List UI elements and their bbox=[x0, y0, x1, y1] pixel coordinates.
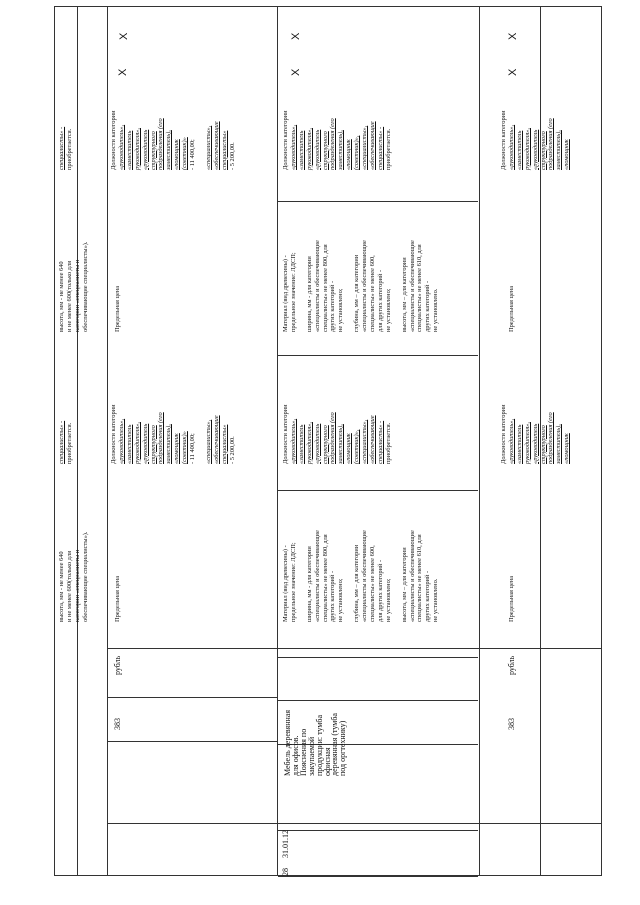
text-line: Х bbox=[507, 32, 519, 40]
table-rule bbox=[479, 6, 480, 876]
okpd-code-text: 31.01.12 bbox=[281, 830, 290, 858]
text-line: глубина, мм – для категории bbox=[353, 544, 361, 622]
text-line: «специалисты», bbox=[204, 125, 212, 170]
text-line: «руководитель bbox=[141, 423, 149, 464]
unit-name bbox=[114, 656, 122, 675]
table-rule bbox=[278, 657, 478, 658]
text-line: категории «специалисты и bbox=[73, 259, 81, 332]
characteristics bbox=[282, 530, 440, 622]
table-rule bbox=[77, 6, 78, 876]
text-line: других категорий - bbox=[329, 280, 337, 332]
text-line: ширина, мм - для категории bbox=[305, 546, 313, 622]
product-name-line: для офисов. bbox=[290, 735, 300, 776]
text-line: Предельная цена bbox=[508, 575, 515, 622]
height-requirement bbox=[58, 531, 90, 622]
text-line: высота, мм – для категории bbox=[400, 257, 408, 332]
text-line: подразделения (его bbox=[329, 412, 337, 464]
text-line: «помощник bbox=[563, 139, 571, 170]
text-line: Х bbox=[290, 68, 302, 76]
positions-list-right bbox=[500, 111, 571, 171]
text-line: заместитель), bbox=[165, 130, 173, 170]
positions-list-right bbox=[110, 111, 237, 171]
x-mark bbox=[508, 33, 519, 40]
text-line: структурного bbox=[321, 131, 329, 170]
x-mark bbox=[291, 33, 302, 40]
text-line: специалисты» не менее 610, для bbox=[416, 244, 424, 332]
text-line: подразделения (его bbox=[329, 118, 337, 170]
text-line: «специалисты», bbox=[204, 419, 212, 464]
text-line: предельное значение: ЛДСП; bbox=[289, 542, 297, 622]
unit-name-text: рубль bbox=[507, 655, 516, 675]
text-line: не установлено; bbox=[384, 288, 392, 332]
text-line: Х bbox=[290, 32, 302, 40]
text-line: «руководитель», bbox=[289, 418, 297, 464]
text-line: специалисты» не менее 610, для bbox=[416, 534, 424, 622]
spacer bbox=[345, 240, 353, 332]
characteristics-right bbox=[282, 240, 440, 332]
x-mark bbox=[119, 33, 130, 40]
price-label bbox=[114, 576, 122, 622]
text-line: «помощник bbox=[173, 433, 181, 464]
text-line: «заместитель bbox=[297, 424, 305, 464]
text-line: Материал (вид древесины) - bbox=[282, 545, 289, 622]
text-line: Должности категории bbox=[110, 404, 117, 464]
text-line: подразделения (его bbox=[547, 412, 555, 464]
height-requirement-right bbox=[58, 241, 90, 332]
text-line: «специалисты и обеспечивающие bbox=[313, 530, 321, 622]
text-line: и не менее 600(только для bbox=[65, 550, 73, 622]
text-line: структурного bbox=[149, 131, 157, 170]
text-line: «обеспечивающие bbox=[212, 415, 220, 464]
positions-list bbox=[282, 405, 393, 465]
text-line: «помощник bbox=[345, 433, 353, 464]
price-label-right bbox=[508, 286, 516, 332]
text-line: (советник)» bbox=[181, 431, 189, 464]
text-line: Предельная цена bbox=[114, 285, 121, 332]
okei-code bbox=[114, 718, 122, 730]
table-rule bbox=[54, 6, 602, 7]
text-line: обеспечивающие специалисты»). bbox=[81, 241, 89, 332]
text-line: Х bbox=[118, 32, 130, 40]
okei-code-text: 383 bbox=[507, 718, 516, 730]
text-line bbox=[197, 405, 205, 465]
text-line: специалисты» не менее 800, для bbox=[321, 244, 329, 332]
text-line: ширина, мм - для категории bbox=[305, 256, 313, 332]
text-line bbox=[197, 111, 205, 171]
text-line: (советник)» bbox=[181, 137, 189, 170]
text-line: не установлено. bbox=[432, 578, 440, 622]
text-line: не установлено. bbox=[432, 288, 440, 332]
text-line: других категорий - bbox=[424, 570, 432, 622]
positions-list-right bbox=[282, 111, 393, 171]
text-line: не установлено; bbox=[384, 578, 392, 622]
x-mark bbox=[508, 69, 519, 76]
text-line: Должности категории bbox=[110, 110, 117, 170]
text-line: «руководитель bbox=[531, 423, 539, 464]
table-rule bbox=[107, 741, 277, 742]
text-line: структурного bbox=[539, 425, 547, 464]
text-line: «специалисты и обеспечивающие bbox=[361, 240, 369, 332]
spacer bbox=[298, 240, 306, 332]
text-line: «руководитель», bbox=[289, 124, 297, 170]
x-mark bbox=[118, 69, 129, 76]
text-line: категории «специалисты и bbox=[73, 549, 81, 622]
text-line: руководителя», bbox=[305, 128, 313, 170]
table-rule bbox=[278, 876, 478, 877]
text-line: подразделения (его bbox=[547, 118, 555, 170]
text-line: специалисты» - bbox=[376, 420, 384, 464]
positions-cont-right bbox=[58, 127, 74, 170]
text-line: других категорий - bbox=[329, 570, 337, 622]
text-line: предельное значение: ЛДСП; bbox=[289, 252, 297, 332]
text-line: Предельная цена bbox=[508, 285, 515, 332]
text-line: (советник)», bbox=[353, 429, 361, 464]
text-line: не установлено; bbox=[337, 288, 345, 332]
text-line: «руководитель», bbox=[117, 124, 125, 170]
text-line: Должности категории bbox=[500, 404, 507, 464]
text-line: высота, мм – для категории bbox=[400, 547, 408, 622]
text-line: «специалисты», bbox=[361, 419, 369, 464]
spacer bbox=[298, 530, 306, 622]
okpd-code bbox=[282, 830, 290, 858]
text-line: руководителя», bbox=[305, 422, 313, 464]
table-rule bbox=[278, 355, 478, 356]
product-name-line: Мебель деревянная bbox=[283, 709, 292, 776]
text-line: специалисты» не менее 600, bbox=[368, 545, 376, 622]
text-line: приобретается. bbox=[65, 422, 73, 464]
text-line: специалисты» bbox=[220, 130, 228, 170]
table-rule bbox=[278, 201, 478, 202]
table-rule bbox=[278, 700, 478, 701]
text-line: заместитель), bbox=[165, 424, 173, 464]
text-line: «специалисты», bbox=[361, 125, 369, 170]
text-line: Должности категории bbox=[500, 110, 507, 170]
product-name-line: закупаемой bbox=[306, 736, 316, 776]
table-rule bbox=[107, 648, 601, 649]
text-line: Предельная цена bbox=[114, 575, 121, 622]
text-line: «обеспечивающие bbox=[212, 121, 220, 170]
text-line: «заместитель bbox=[515, 424, 523, 464]
text-line: руководителя», bbox=[523, 422, 531, 464]
product-name bbox=[284, 710, 347, 776]
positions-list bbox=[500, 405, 571, 465]
price-label-right bbox=[114, 286, 122, 332]
text-line: «руководитель bbox=[313, 423, 321, 464]
text-line: для других категорий - bbox=[376, 559, 384, 622]
text-line: - 5 200,00. bbox=[228, 142, 236, 170]
text-line: (советник)», bbox=[353, 135, 361, 170]
text-line: «специалисты и обеспечивающие bbox=[408, 240, 416, 332]
table-rule bbox=[107, 823, 601, 824]
table-rule bbox=[278, 490, 478, 491]
positions-cont bbox=[58, 421, 74, 464]
spacer bbox=[345, 530, 353, 622]
positions-list bbox=[110, 405, 237, 465]
table-rule bbox=[107, 697, 277, 698]
text-line: Должности категории bbox=[282, 404, 289, 464]
product-name-line: офисная bbox=[322, 747, 332, 776]
text-line: специалисты» - bbox=[58, 126, 65, 170]
text-line: «заместитель bbox=[515, 130, 523, 170]
text-line: подразделения (его bbox=[157, 118, 165, 170]
product-name-line: Пояснения по bbox=[298, 728, 308, 776]
table-rule bbox=[277, 6, 278, 876]
text-line: «руководитель», bbox=[507, 124, 515, 170]
text-line: руководителя», bbox=[523, 128, 531, 170]
text-line: Х bbox=[507, 68, 519, 76]
text-line: заместитель), bbox=[337, 424, 345, 464]
okei-code bbox=[508, 718, 516, 730]
text-line: высота, мм - не менее 640 bbox=[58, 261, 65, 332]
unit-name bbox=[508, 656, 516, 675]
table-rule bbox=[601, 6, 602, 876]
text-line: специалисты» - bbox=[376, 126, 384, 170]
text-line: - 11 400,00; bbox=[189, 433, 197, 464]
text-line: - 5 200,00. bbox=[228, 436, 236, 464]
text-line: «помощник bbox=[345, 139, 353, 170]
text-line: заместитель), bbox=[337, 130, 345, 170]
text-line: Материал (вид древесины) - bbox=[282, 255, 289, 332]
text-line: специалисты» bbox=[220, 424, 228, 464]
text-line: специалисты» - bbox=[58, 420, 65, 464]
text-line: «руководитель», bbox=[507, 418, 515, 464]
text-line: «помощник bbox=[563, 433, 571, 464]
row-number-text: 28 bbox=[281, 868, 290, 876]
text-line: приобретается. bbox=[384, 128, 392, 170]
text-line: «руководитель bbox=[313, 129, 321, 170]
text-line: «заместитель bbox=[125, 130, 133, 170]
text-line: глубина, мм – для категории bbox=[353, 254, 361, 332]
spacer bbox=[393, 530, 401, 622]
text-line: «специалисты и обеспечивающие bbox=[361, 530, 369, 622]
text-line: - 11 400,00; bbox=[189, 139, 197, 170]
row-number bbox=[282, 868, 290, 876]
text-line: не установлено; bbox=[337, 578, 345, 622]
text-line: руководителя», bbox=[133, 128, 141, 170]
x-mark bbox=[291, 69, 302, 76]
text-line: специалисты» не менее 600, bbox=[368, 255, 376, 332]
text-line: «заместитель bbox=[297, 130, 305, 170]
text-line: заместитель), bbox=[555, 424, 563, 464]
spacer bbox=[393, 240, 401, 332]
text-line: обеспечивающие специалисты»). bbox=[81, 531, 89, 622]
text-line: «специалисты и обеспечивающие bbox=[408, 530, 416, 622]
text-line: для других категорий - bbox=[376, 269, 384, 332]
text-line: «руководитель», bbox=[117, 418, 125, 464]
text-line: высота, мм - не менее 640 bbox=[58, 551, 65, 622]
okei-code-text: 383 bbox=[113, 718, 122, 730]
product-name-line: под оргтехнику) bbox=[338, 720, 348, 776]
text-line: структурного bbox=[149, 425, 157, 464]
product-name-line: продукции: тумба bbox=[314, 714, 324, 776]
unit-name-text: рубль bbox=[113, 655, 122, 675]
text-line: «специалисты и обеспечивающие bbox=[313, 240, 321, 332]
text-line: приобретается. bbox=[384, 422, 392, 464]
price-label bbox=[508, 576, 516, 622]
text-line: «обеспечивающие bbox=[368, 415, 376, 464]
text-line: «заместитель bbox=[125, 424, 133, 464]
text-line: Должности категории bbox=[282, 110, 289, 170]
text-line: «обеспечивающие bbox=[368, 121, 376, 170]
text-line: «помощник bbox=[173, 139, 181, 170]
text-line: и не менее 600(только для bbox=[65, 260, 73, 332]
text-line: структурного bbox=[539, 131, 547, 170]
text-line: «руководитель bbox=[141, 129, 149, 170]
text-line: структурного bbox=[321, 425, 329, 464]
text-line: руководителя», bbox=[133, 422, 141, 464]
product-name-line: деревянная (тумба bbox=[330, 713, 340, 776]
text-line: подразделения (его bbox=[157, 412, 165, 464]
table-rule bbox=[278, 830, 478, 831]
text-line: приобретается. bbox=[65, 128, 73, 170]
text-line: специалисты» не менее 800, для bbox=[321, 534, 329, 622]
text-line: «руководитель bbox=[531, 129, 539, 170]
text-line: Х bbox=[117, 68, 129, 76]
table-rule bbox=[107, 6, 108, 876]
text-line: других категорий - bbox=[424, 280, 432, 332]
text-line: заместитель), bbox=[555, 130, 563, 170]
